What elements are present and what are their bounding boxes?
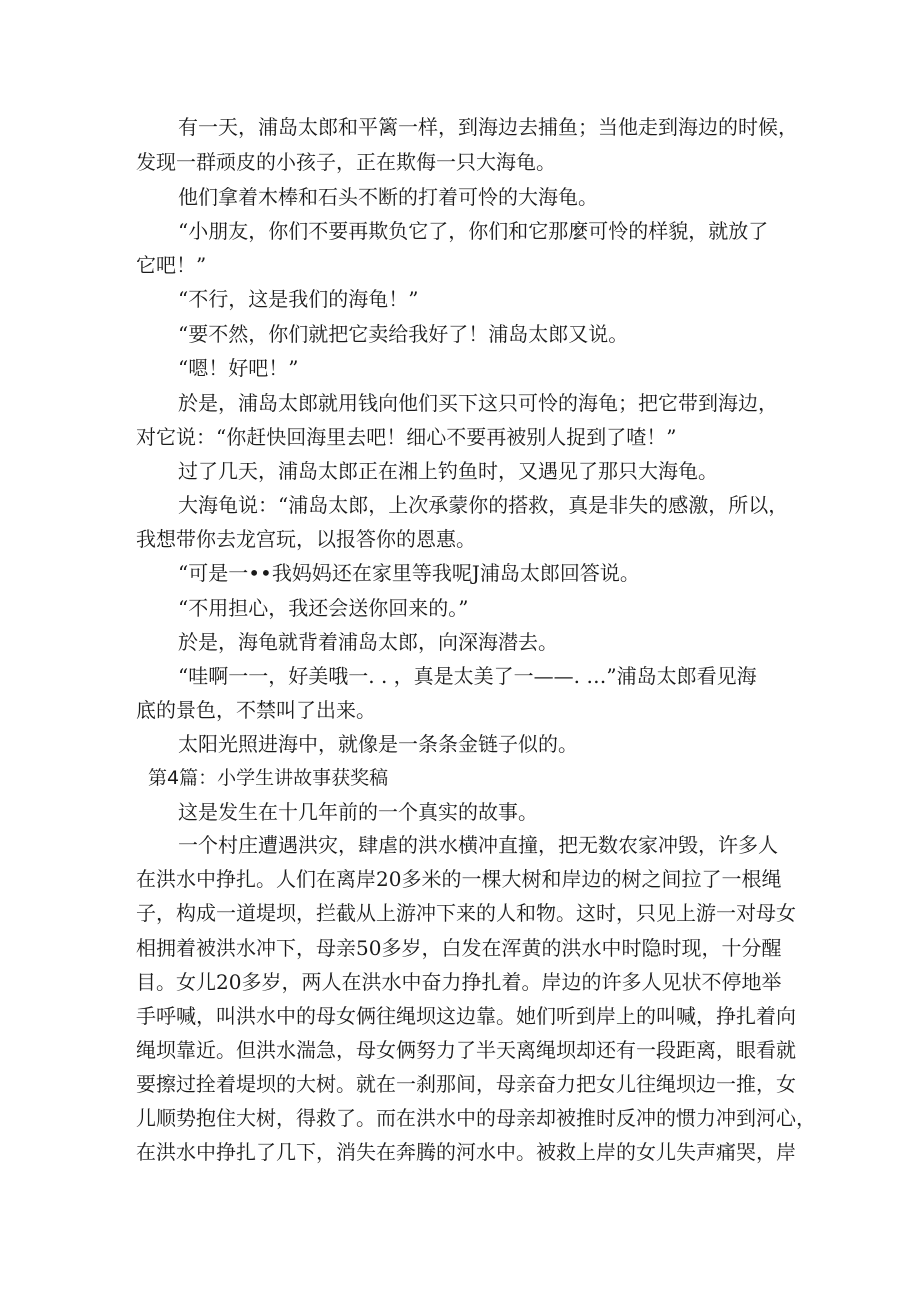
paragraph-line: 目。女儿20多岁，两人在洪水中奋力挣扎着。岸边的许多人见状不停地举 [136,970,782,994]
paragraph-line: 我想带你去龙宫玩，以报答你的恩惠。 [136,527,476,551]
paragraph-line: 底的景色，不禁叫了出来。 [136,698,376,722]
paragraph-line: 於是，浦岛太郎就用钱向他们买下这只可怜的海龟；把它带到海边， [178,391,778,415]
paragraph-line: 对它说：“你赶快回海里去吧！细心不要再被别人捉到了喳！” [136,425,677,449]
paragraph-line: “小朋友，你们不要再欺负它了，你们和它那麼可怜的样貌，就放了 [178,219,769,243]
paragraph-line: 太阳光照进海中，就像是一条条金链子似的。 [178,732,578,756]
paragraph-line: 过了几天，浦岛太郎正在湘上钓鱼时，又遇见了那只大海龟。 [178,459,718,483]
paragraph-line: 他们拿着木棒和石头不断的打着可怜的大海龟。 [178,185,598,209]
paragraph-line: 相拥着被洪水冲下，母亲50多岁，白发在浑黄的洪水中时隐时现，十分醒 [136,936,782,960]
paragraph-line: “不行，这是我们的海龟！” [178,287,419,311]
paragraph-line: 发现一群顽皮的小孩子，正在欺侮一只大海龟。 [136,150,556,174]
paragraph-line: 大海龟说：“浦岛太郎，上次承蒙你的搭救，真是非失的感激，所以， [178,493,789,517]
paragraph-line: “不用担心，我还会送你回来的。” [178,596,469,620]
paragraph-line: “可是一••我妈妈还在家里等我呢J浦岛太郎回答说。 [178,561,640,585]
paragraph-line: 这是发生在十几年前的一个真实的故事。 [178,800,538,824]
paragraph-line: 儿顺势抱住大树，得救了。而在洪水中的母亲却被推时反冲的惯力冲到河心， [136,1106,816,1130]
paragraph-line: 手呼喊，叫洪水中的母女俩往绳坝这边靠。她们听到岸上的叫喊，挣扎着向 [136,1004,796,1028]
paragraph-line: 在洪水中挣扎了几下，消失在奔腾的河水中。被救上岸的女儿失声痛哭，岸 [136,1140,796,1164]
paragraph-line: 要擦过拴着堤坝的大树。就在一刹那间，母亲奋力把女儿往绳坝边一推，女 [136,1072,796,1096]
paragraph-line: 在洪水中挣扎。人们在离岸20多米的一棵大树和岸边的树之间拉了一根绳 [136,867,782,891]
paragraph-line: 它吧！” [136,253,207,277]
paragraph-line: “嗯！好吧！” [178,356,299,380]
paragraph-line: 一个村庄遭遇洪灾，肆虐的洪水横冲直撞，把无数农家冲毁，许多人 [178,833,778,857]
paragraph-line: 於是，海龟就背着浦岛太郎，向深海潜去。 [178,630,558,654]
paragraph-line: 子，构成一道堤坝，拦截从上游冲下来的人和物。这时，只见上游一对母女 [136,901,796,925]
section-heading: 第4篇：小学生讲故事获奖稿 [148,767,389,789]
paragraph-line: “哇啊一一，好美哦一. . ，真是太美了一——. …”浦岛太郎看见海 [178,664,757,688]
paragraph-line: 绳坝靠近。但洪水湍急，母女俩努力了半天离绳坝却还有一段距离，眼看就 [136,1038,796,1062]
paragraph-line: 有一天，浦岛太郎和平篱一样，到海边去捕鱼；当他走到海边的时候， [178,115,798,139]
paragraph-line: “要不然，你们就把它卖给我好了！浦岛太郎又说。 [178,322,629,346]
